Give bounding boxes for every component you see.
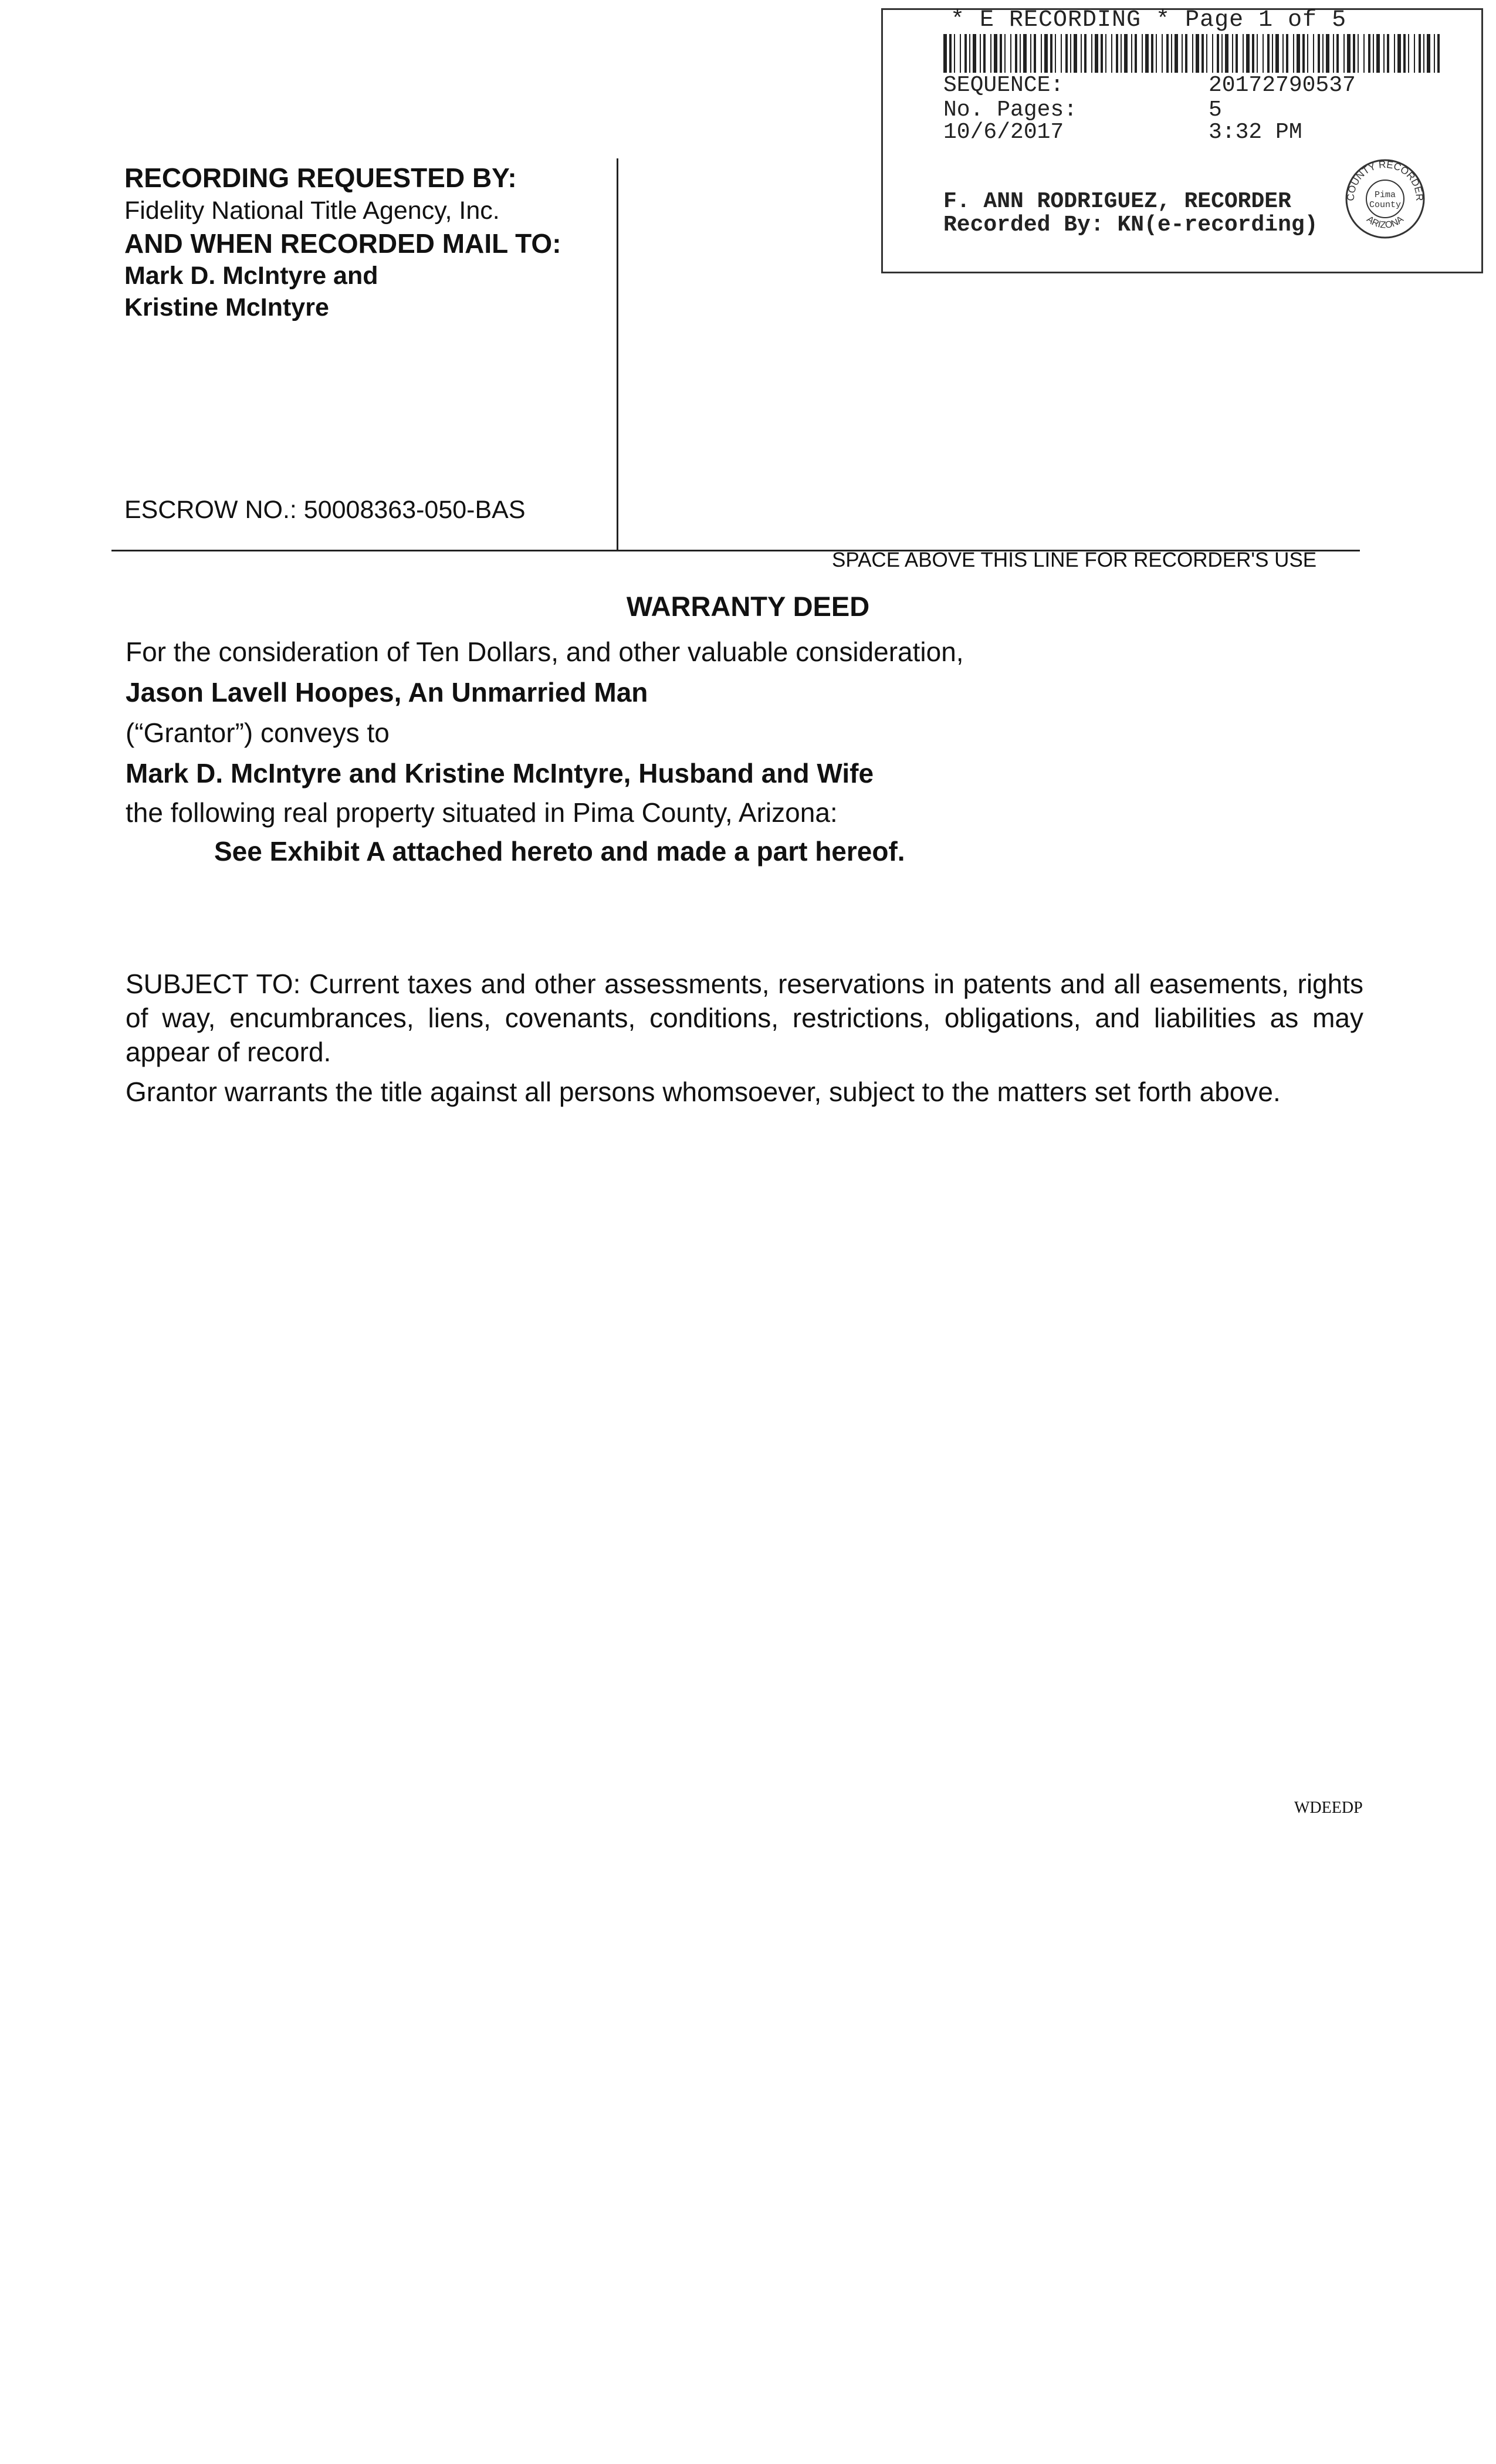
seal-center-text-2: County bbox=[1369, 200, 1402, 210]
consideration-line: For the consideration of Ten Dollars, and other valuable consideration, bbox=[126, 637, 964, 667]
warranty-paragraph: Grantor warrants the title against all persons whomsoever, subject to the matters set forth above. bbox=[126, 1077, 1281, 1107]
escrow-number: ESCROW NO.: 50008363-050-BAS bbox=[124, 496, 526, 524]
recording-requested-by-label: RECORDING REQUESTED BY: bbox=[124, 163, 517, 193]
space-above-note: SPACE ABOVE THIS LINE FOR RECORDER'S USE bbox=[832, 549, 1317, 571]
seal-center-text-1: Pima bbox=[1374, 190, 1396, 200]
grantee-name: Mark D. McIntyre and Kristine McIntyre, Husband and Wife bbox=[126, 758, 874, 788]
seal-bottom-text: ARIZONA bbox=[1365, 214, 1406, 231]
recorded-by: Recorded By: KN(e-recording) bbox=[943, 212, 1318, 238]
property-line: the following real property situated in Pima County, Arizona: bbox=[126, 797, 838, 828]
barcode bbox=[943, 34, 1442, 73]
recording-request-block bbox=[124, 161, 611, 323]
subject-to-paragraph: SUBJECT TO: Current taxes and other assessments, reservations in patents and all easements, rights of way, encumbrances, liens, covenants, conditions, restrictions, obligations, and liabilities as may appear of record. bbox=[126, 969, 1363, 1067]
pages-label: No. Pages: bbox=[943, 97, 1078, 123]
mail-to-line-1: Mark D. McIntyre and bbox=[124, 262, 378, 290]
seal-top-text: COUNTY RECORDER bbox=[1345, 158, 1426, 201]
pages-value: 5 bbox=[1209, 97, 1222, 123]
record-date: 10/6/2017 bbox=[943, 120, 1064, 145]
exhibit-reference: See Exhibit A attached hereto and made a part hereof. bbox=[214, 836, 905, 867]
deed-title: WARRANTY DEED bbox=[626, 591, 870, 622]
grantor-name: Jason Lavell Hoopes, An Unmarried Man bbox=[126, 677, 648, 708]
header-divider-vertical bbox=[617, 158, 618, 550]
form-code: WDEEDP bbox=[1294, 1799, 1363, 1817]
mail-to-label: AND WHEN RECORDED MAIL TO: bbox=[124, 228, 561, 259]
sequence-value: 20172790537 bbox=[1209, 73, 1356, 98]
requested-by-name: Fidelity National Title Agency, Inc. bbox=[124, 197, 500, 225]
conveys-line: (“Grantor”) conveys to bbox=[126, 717, 390, 748]
recorder-name: F. ANN RODRIGUEZ, RECORDER bbox=[943, 189, 1291, 214]
county-seal-icon bbox=[1341, 158, 1429, 239]
record-time: 3:32 PM bbox=[1209, 120, 1302, 145]
sequence-label: SEQUENCE: bbox=[943, 73, 1064, 98]
stamp-header: * E RECORDING * Page 1 of 5 bbox=[950, 7, 1347, 33]
svg-text:ARIZONA bbox=[1365, 214, 1406, 231]
mail-to-line-2: Kristine McIntyre bbox=[124, 293, 329, 321]
